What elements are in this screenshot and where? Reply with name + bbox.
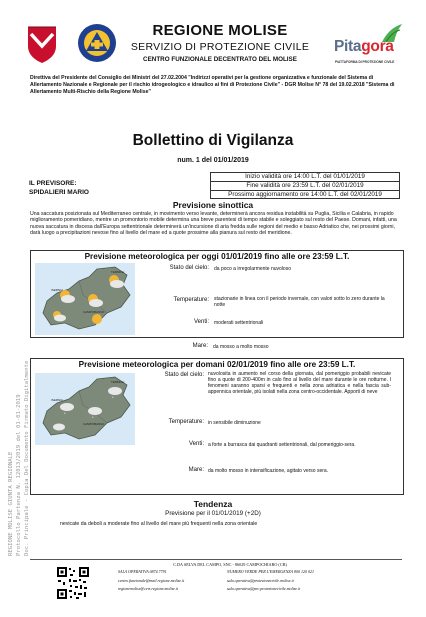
protocol-stamp [3, 318, 43, 558]
svg-text:*: * [64, 411, 66, 416]
svg-text:*: * [112, 395, 114, 400]
footer-email-2[interactable]: regionemolise@cert.regione.molise.it [118, 586, 179, 592]
town-label: CAMPOBASSO [83, 310, 105, 314]
tendenza-subtitle: Previsione per il 01/01/2019 (+2D) [165, 510, 261, 517]
footer-left [118, 568, 238, 594]
validity-table [210, 172, 400, 199]
today-temp: stazionarie in linea con il periodo invernale, con valori sotto lo zero durante la notte [214, 296, 385, 309]
forecast-tomorrow-title: Previsione meteorologica per domani 02/01/2019 fino alle ore 23:59 L.T. [78, 360, 356, 369]
sinottica-text: Una saccatura posizionata sul Mediterraneo centrale, in movimento verso levante, determinerà ancora residua instabilità su Puglia, Sicilia e Calabria, in rapido miglioramento pomeridiano, mentre un promontorio mobile determina una breve parentesi di tempo stabile e soleggiato sul resto del Paese. Domani, infatti, una nuova saccatura in discesa dall'Europa settentrionale determinerà un'incursione di aria fredda sulle regioni del medio e basso Adriatico che, nei prossimi giorni, darà luogo a precipitazioni nevose fino al livello del mare ed a quote prossime alla pianura sul resto del meridione. [30, 211, 397, 237]
tomorrow-cielo: nuvolosita in aumento nel corso della giornata, dal pomeriggio probabili nevicate fino a quote di 200-400m in calo fino al livello del mare durante le ore notturne. I fenomeni saranno sparsi e frequenti e nella zona adriatica e nella fascia sub-appennica orientale, più isolati nella zona centro-occidentale. Apporti di neve [208, 371, 391, 396]
tomorrow-mare: da molto mosso in intensificazione, agitato verso sera. [208, 468, 329, 474]
today-venti-label: Venti: [193, 319, 209, 325]
header-centro: CENTRO FUNZIONALE DECENTRATO DEL MOLISE [143, 56, 297, 63]
header-title: REGIONE MOLISE [152, 22, 288, 39]
town-label: CAMPOBASSO [83, 422, 105, 426]
validity-end: Fine validità ore 23:59 L.T. del 02/01/2019 [210, 181, 400, 190]
today-cielo: da poco a irregolarmente nuvoloso [214, 266, 291, 272]
protezione-civile-logo [76, 22, 118, 64]
today-venti: moderati settentrionali [214, 320, 264, 326]
forecast-today-box [30, 250, 404, 338]
previsore-block [29, 180, 89, 197]
town-label: ISERNIA [51, 288, 64, 292]
directive-text: Direttiva del Presidente del Consiglio dei Ministri del 27.02.2004 "Indirizzi operativi per la gestione organizzativa e funzionale del Sistema di Allertamento Nazionale e Regionale per il rischio idrogeologico e idraulico ai fini di Protezione Civile" - DGR Molise N° 78 del 19.02.2018 "Sistema di Allertamento Multi-Rischio della Regione Molise" [30, 75, 395, 95]
footer-email-4[interactable]: sala.operativa@pec.protezionecivile.molise.it [227, 586, 301, 592]
stamp-line-2: Protocollo Partenza N. 12013/2019 del 01-01-2019 [16, 394, 22, 556]
molise-map-tomorrow [35, 373, 135, 445]
tomorrow-cielo-label: Stato del cielo: [164, 372, 204, 378]
svg-text:*: * [92, 415, 94, 420]
bulletin-number: num. 1 del 01/01/2019 [177, 157, 249, 164]
forecast-today-title: Previsione meteorologica per oggi 01/01/2019 fino alle ore 23:59 L.T. [84, 252, 350, 261]
header-subtitle: SERVIZIO DI PROTEZIONE CIVILE [130, 41, 310, 53]
town-label: TERMOLI [111, 380, 125, 384]
qr-code-icon [56, 566, 90, 600]
tomorrow-temp-label: Temperature: [168, 419, 204, 425]
bulletin-title: Bollettino di Vigilanza [132, 132, 294, 149]
footer-email-3[interactable]: sala.operativa@protezionecivile.molise.it [227, 577, 294, 583]
previsore-label: IL PREVISORE: [29, 180, 77, 187]
previsore-name: SPIDALIERI MARIO [29, 188, 89, 196]
town-label: ISERNIA [51, 398, 64, 402]
footer-sala-operativa: SALA OPERATIVA 0874.7791 [118, 569, 167, 574]
footer-email-1[interactable]: centro.funzionale@mail.regione.molise.it [118, 577, 185, 583]
pitagora-subtitle: PIATTAFORMA DI PROTEZIONE CIVILE [335, 60, 395, 64]
tomorrow-mare-label: Mare: [188, 467, 204, 473]
town-label: TERMOLI [111, 270, 125, 274]
snow-cloud-icon [53, 424, 65, 431]
footer-right [227, 568, 357, 594]
tendenza-title: Tendenza [193, 499, 233, 509]
regione-molise-logo [22, 24, 62, 64]
today-cielo-label: Stato del cielo: [169, 265, 209, 271]
tendenza-text: nevicate da deboli a moderate fino al livello del mare più frequenti nella zona orientale [60, 521, 258, 527]
stamp-line-1: REGIONE MOLISE GIUNTA REGIONALE [8, 451, 14, 556]
footer-numero-verde: NUMERO VERDE PER L'EMERGENZA 800 120 021 [227, 569, 314, 574]
forecast-tomorrow-box [30, 358, 404, 495]
footer-divider [30, 559, 402, 560]
stamp-line-3: Doc. Principale - Copia Del Documento Firmato Digitalmente [24, 360, 30, 556]
pitagora-b: gora [361, 38, 394, 55]
today-temp-label: Temperature: [173, 297, 209, 303]
tomorrow-venti-label: Venti: [188, 441, 204, 447]
next-update: Prossimo aggiornamento ore 14:00 L.T. del 02/01/2019 [210, 190, 400, 200]
pitagora-wordmark [334, 38, 394, 56]
today-mare-label: Mare: [192, 343, 208, 349]
tomorrow-temp: in sensibile diminuzione [208, 420, 261, 426]
today-mare: da mosso a molto mosso [213, 344, 269, 350]
tomorrow-venti: a forte a burrasca dai quadranti settentrionali, dal pomeriggio-sera. [208, 442, 356, 448]
validity-start: Inizio validità ore 14:00 L.T. del 01/01/2019 [210, 172, 400, 181]
footer-address: C.DA SELVA DEL CAMPO, SNC - 86029 CAMPOCHIARO (CB) [173, 562, 287, 567]
molise-map-today [35, 263, 135, 335]
sun-icon [92, 314, 102, 324]
pitagora-a: Pita [334, 38, 362, 55]
sinottica-title: Previsione sinottica [172, 200, 254, 210]
